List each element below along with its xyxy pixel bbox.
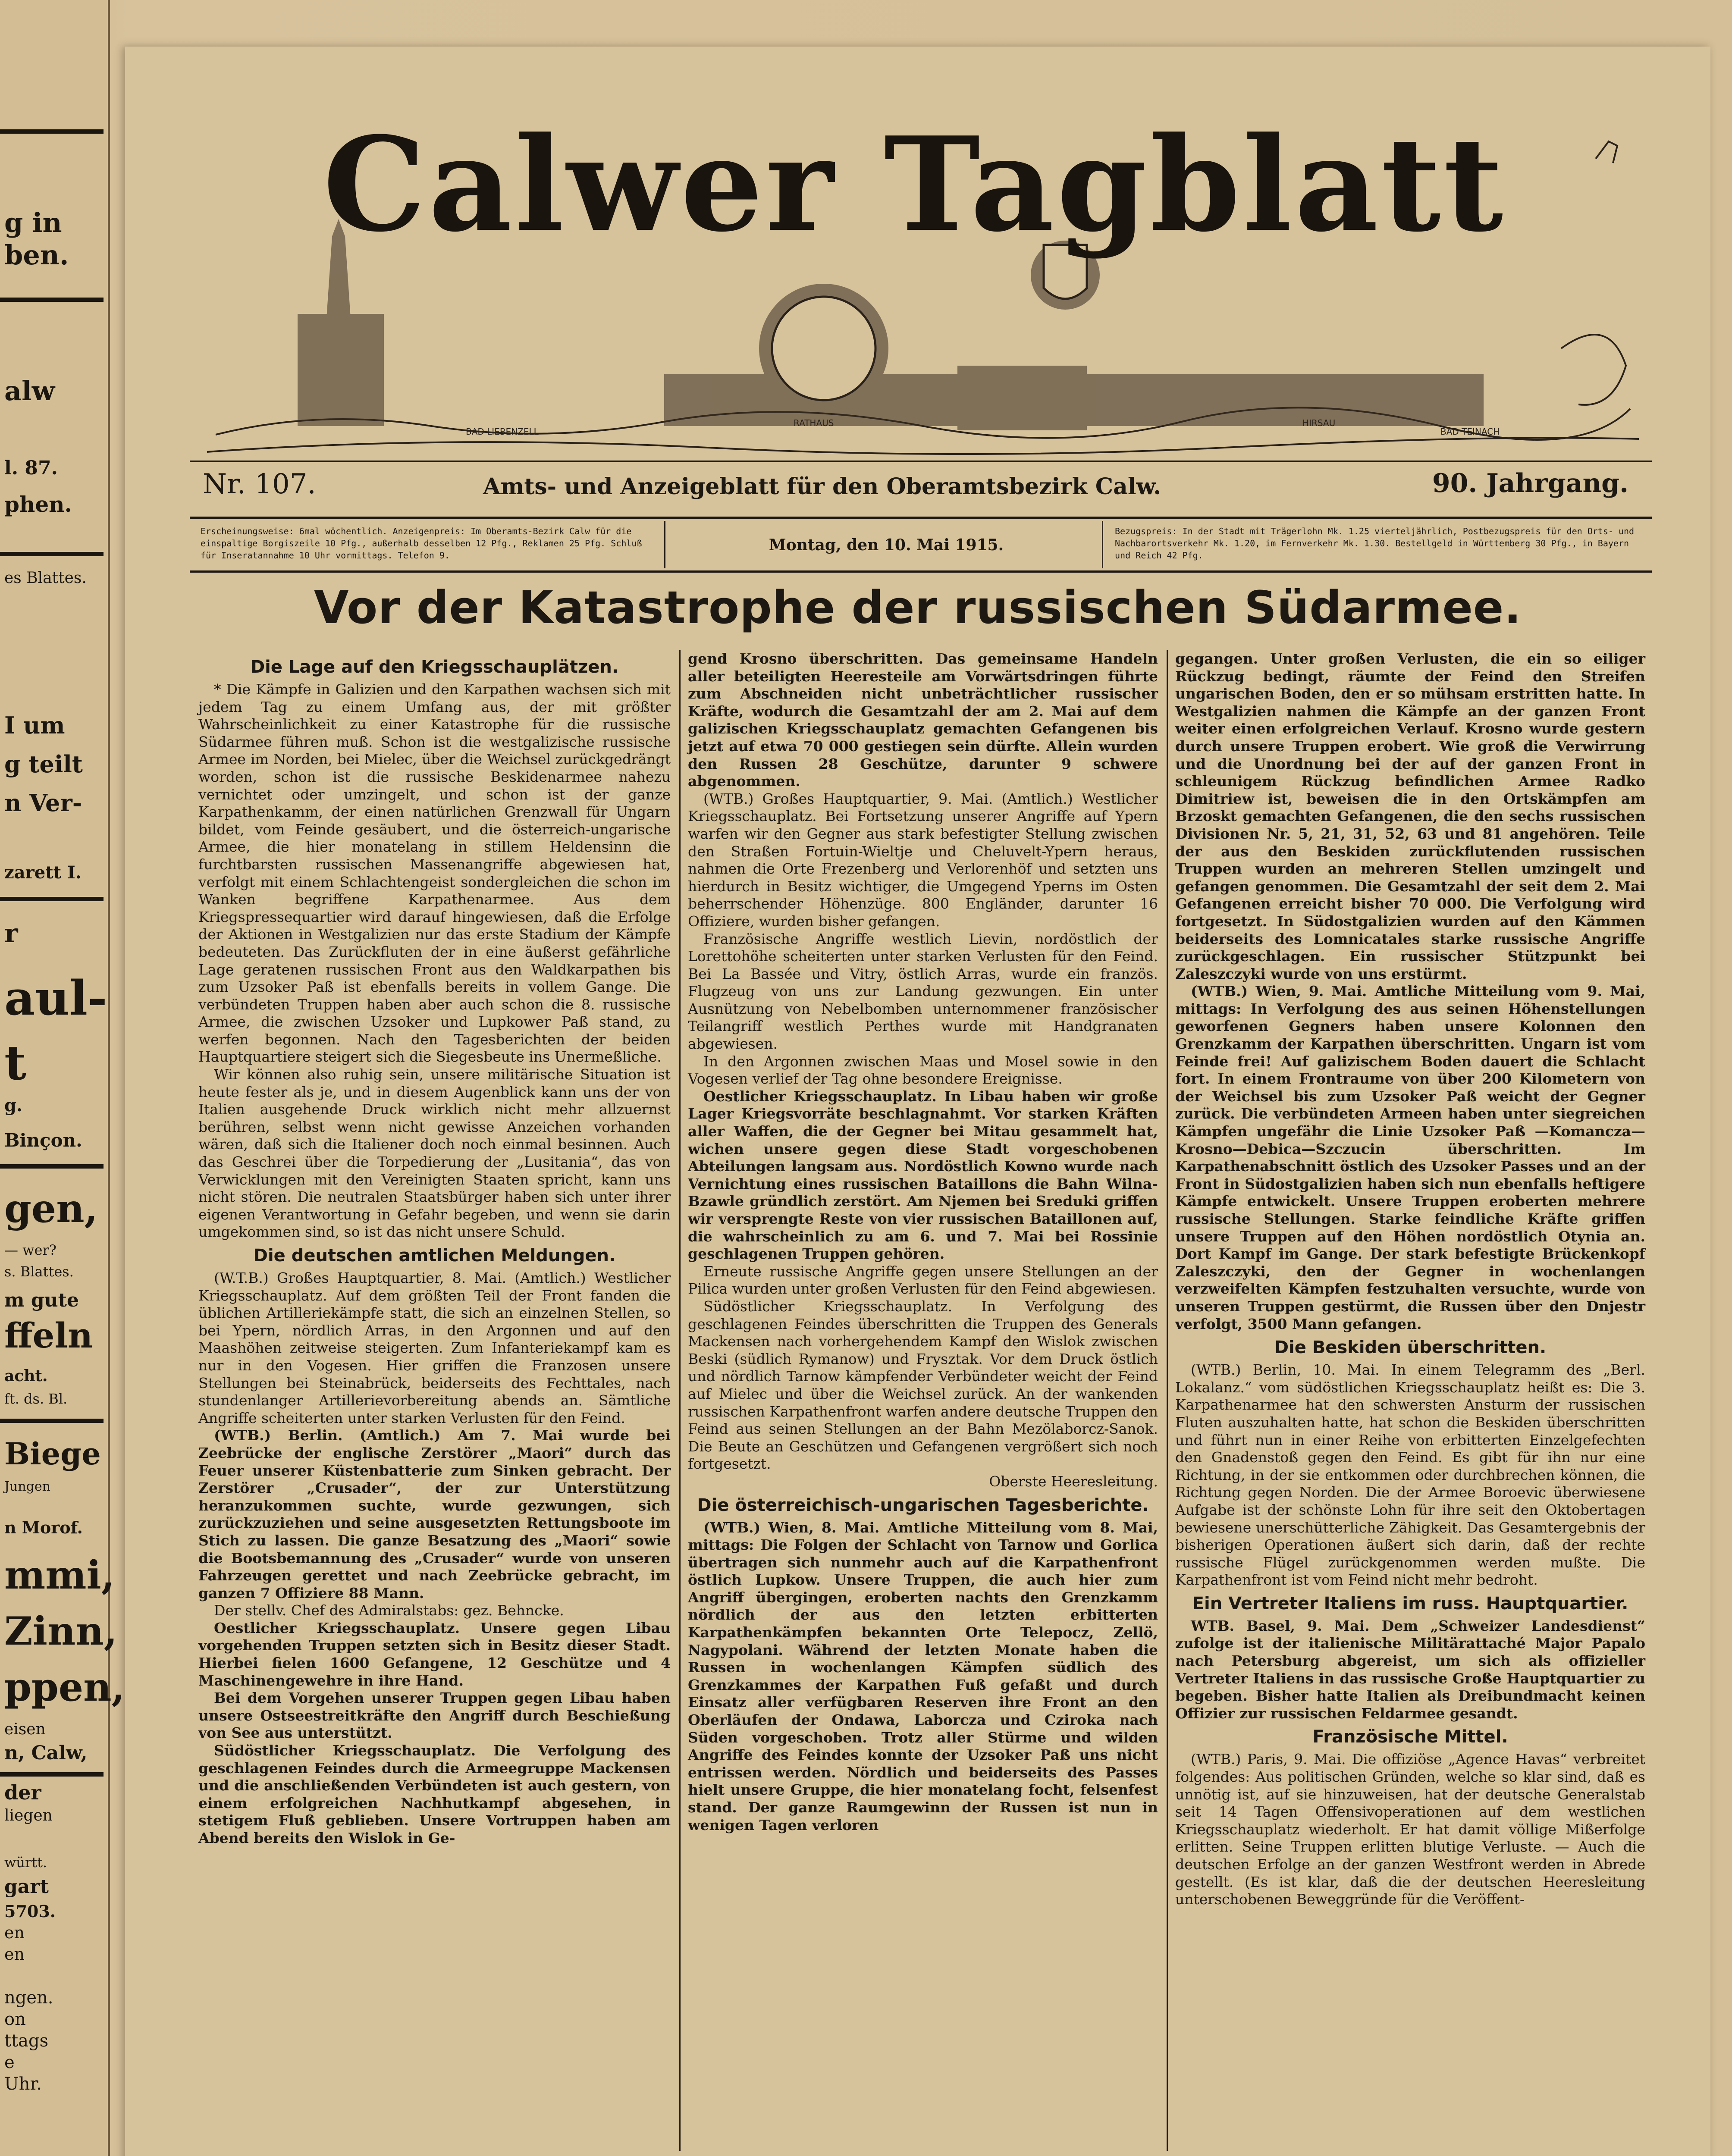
fragment: — wer? [4,1242,56,1258]
year-volume: 90. Jahrgang. [1432,468,1628,498]
fragment: Biege [4,1436,101,1472]
paragraph: Der stellv. Chef des Admiralstabs: gez. Behncke. [214,1602,564,1619]
fragment: aul- [4,970,107,1026]
newspaper-page [125,47,1710,2156]
svg-text:RATHAUS: RATHAUS [794,418,834,428]
divider [0,897,104,901]
paragraph: Oestlicher Kriegsschauplatz. In Libau haben wir große Lager Kriegsvorräte beschlagnahmt. Vor starken Kräften aller Waffen, die der Gegner bei Mitau gesammelt hat, wichen unsere gegen diese Stadt vorgeschobenen Abteilungen langsam aus. Nordöstlich Kowno wurde nach Vernichtung eines russischen Bataillons die Bahn Wilna-Bzawle gründlich zerstört. Am Njemen bei Sreduki griffen wir versprengte Reste von vier russischen Bataillonen auf, die wahrscheinlich zu am 6. und 7. Mai bei Rossinie geschlagenen Truppen gehören. [688,1087,1158,1263]
paragraph: Französische Angriffe westlich Lievin, nordöstlich der Lorettohöhe scheiterten unter starken Verlusten für den Feind. Bei La Bassée und Vitry, östlich Arras, wurde ein französ. Flugzeug von uns zur Landung gezwungen. Ein unter Ausnützung von Nebelbomben unternommener französischer Teilangriff westlich Perthes wurde mit Handgranaten abgewiesen. [688,930,1158,1053]
issue-number: Nr. 107. [203,468,316,500]
masthead-subtitle: Amts- und Anzeigeblatt für den Oberamtsbezirk Calw. [483,473,1161,500]
divider [0,1772,104,1777]
section-heading: Die österreichisch-ungarischen Tagesberichte. [697,1495,1149,1515]
info-left: Erscheinungsweise: 6mal wöchentlich. Anzeigenpreis: Im Oberamts-Bezirk Calw für die einspaltige Borgiszeile 10 Pfg., außerhalb desselben 12 Pfg., Reklamen 25 Pfg. Schluß für Inseratannahme 10 Uhr vormittags. Telefon 9. [201,526,642,561]
fragment: Zinn, [4,1608,118,1654]
paragraph: Südöstlicher Kriegsschauplatz. In Verfolgung des geschlagenen Feindes überschritten die Truppen des Generals Mackensen nach vorhergehendem Kampf den Wislok zwischen Beski (südlich Rymanow) und Frysztak. Vor dem Druck östlich und nördlich Tarnow kämpfender Verbündeter weicht der Feind auf Mielec und über die Weichsel zurück. An der wankenden russischen Karpathenfront warfen andere deutsche Truppen den Feind aus seinen Stellungen an der Bahn Mezölaborcz-Sanok. Die Beute an Geschützen und Gefangenen vergrößert sich noch fortgesetzt. [688,1297,1158,1473]
fragment: gart [4,1876,49,1898]
fragment: g teilt [4,750,83,778]
paragraph: Oestlicher Kriegsschauplatz. Unsere gegen Libau vorgehenden Truppen setzten sich in Besitz dieser Stadt. Hierbei fielen 1600 Gefangene, 12 Geschütze und 4 Maschinengewehre in ihre Hand. [198,1619,671,1689]
fragment: s. Blattes. [4,1263,74,1280]
column-2 [688,650,1158,2156]
fragment: acht. [4,1367,48,1385]
fragment: mmi, [4,1552,115,1598]
svg-text:HIRSAU: HIRSAU [1302,418,1336,428]
paragraph: Erneute russische Angriffe gegen unsere Stellungen an der Pilica wurden unter großen Verlusten für den Feind abgewiesen. [688,1263,1158,1297]
column-3 [1175,650,1645,2156]
paragraph: (WTB.) Paris, 9. Mai. Die offiziöse „Agence Havas“ verbreitet folgendes: Aus politischen Gründen, welche so klar sind, daß es unnötig ist, auf sie hinzuweisen, hat der deutsche Generalstab seit 14 Tagen Offensivoperationen auf dem westlichen Kriegsschauplatz wiederholt. Er hat damit völlige Mißerfolge erlitten. Seine Truppen erlitten blutige Verluste. — Auch die deutschen Erfolge an der ganzen Westfront werden in Abrede gestellt. (Es ist klar, daß die der deutschen Heeresleitung unterschobenen Beweggründe für die Veröffent- [1175,1751,1645,1908]
column-1 [198,652,671,2156]
fragment: t [4,1035,26,1091]
fragment: gen, [4,1186,98,1232]
fragment: ppen, [4,1664,125,1710]
fragment: Binçon. [4,1130,82,1151]
divider [190,570,1652,573]
paragraph: (WTB.) Wien, 9. Mai. Amtliche Mitteilung vom 9. Mai, mittags: In Verfolgung des aus seinen Höhenstellungen geworfenen Gegners haben unsere Kolonnen den Grenzkamm der Karpathen überschritten. Ungarn ist vom Feinde frei! Auf galizischem Boden dauert die Schlacht fort. In einem Frontraume von über 200 Kilometern von der Weichsel bis zum Uzsoker Paß weicht der Gegner zurück. Die verbündeten Armeen haben unter siegreichen Kämpfen ungefähr die Linie Uzsoker Paß —Komancza—Krosno—Debica—Szczucin überschritten. Im Karpathenabschnitt östlich des Uzsoker Passes und an der Front in Südostgalizien haben sich nun ebenfalls heftigere Kämpfe entwickelt. Unsere Truppen eroberten mehrere russische Stellungen. Starke feindliche Kräfte griffen unsere Truppen auf den Höhen nordöstlich Otynia an. Dort Kampf im Gange. Der stark befestigte Brückenkopf Zaleszczyki, den der Gegner in wochenlangen verzweifelten Kämpfen festzuhalten versuchte, wurde von unseren Truppen gestürmt, die Russen über den Dnjestr verfolgt, 3500 Mann gefangen. [1175,983,1645,1332]
section-heading: Die Beskiden überschritten. [1274,1338,1547,1358]
divider [0,298,104,302]
section-heading: Ein Vertreter Italiens im russ. Hauptquartier. [1192,1593,1628,1614]
divider [0,1164,104,1169]
paragraph: WTB. Basel, 9. Mai. Dem „Schweizer Landesdienst“ zufolge ist der italienische Militärattaché Major Papalo nach Petersburg abgereist, um sich als offizieller Vertreter Italiens in das russische Große Hauptquartier zu begeben. Bisher hatte Italien als Dreibundmacht keinen Offizier zur russischen Feldarmee gesandt. [1175,1617,1645,1722]
paragraph: (WTB.) Wien, 8. Mai. Amtliche Mitteilung vom 8. Mai, mittags: Die Folgen der Schlacht von Tarnow und Gorlica übertragen sich nunmehr auch auf die Karpathenfront östlich Lupkow. Unsere Truppen, die auch hier zum Angriff übergingen, eroberten nachts den Grenzkamm nördlich der aus den letzten erbitterten Karpathenkämpfen bekannten Orte Telepocz, Zellö, Nagypolani. Während der letzten Monate haben die Russen in wochenlangen Kämpfen südlich des Grenzkammes der Karpathen Fuß gefaßt und durch Einsatz aller verfügbaren Reserven ihre Front an den Oberläufen der Ondawa, Laborcza und Cziroka nach Süden vorgeschoben. Trotz aller Stürme und wilden Angriffe des Feindes konnte der Uzsoker Paß uns nicht entrissen werden. Nördlich und beiderseits des Passes hielt unsere Gruppe, die hier monatelang focht, felsenfest stand. Der ganze Raumgewinn der Russen ist nun in wenigen Tagen verloren [688,1519,1158,1833]
fragment: ttags [4,2031,49,2051]
fragment: Uhr. [4,2074,42,2094]
svg-text:BAD TEINACH: BAD TEINACH [1440,426,1500,437]
fragment: phen. [4,492,72,517]
column-rule [679,650,681,2151]
fragment: I um [4,711,65,739]
divider [0,552,104,556]
previous-page-strip [0,0,125,2156]
paragraph: (W.T.B.) Großes Hauptquartier, 8. Mai. (Amtlich.) Westlicher Kriegsschauplatz. Auf dem größten Teil der Front fanden die üblichen Artilleriekämpfe statt, die sich an einzelnen Stellen, so bei Ypern, nördlich Arras, in den Argonnen und auf den Maashöhen zeitweise steigerten. Zum Infanteriekampf kam es nur in den Vogesen. Hier griffen die Franzosen unsere Stellungen bei Steinabrück, beiderseits des Fechttales, nach stundenlanger Artillerievorbereitung abends an. Sämtliche Angriffe scheiterten unter starken Verlusten für den Feind. [198,1269,671,1426]
fragment: ft. ds. Bl. [4,1391,68,1407]
fragment: 5703. [4,1902,56,1921]
paragraph: (WTB.) Großes Hauptquartier, 9. Mai. (Amtlich.) Westlicher Kriegsschauplatz. Bei Fortsetzung unserer Angriffe auf Ypern warfen wir den Gegner aus stark befestigter Stellung zwischen den Straßen Fortuin-Wieltje und Cheluvelt-Ypern heraus, nahmen die Orte Frezenberg und Verlorenhöf und setzten uns hierdurch in Besitz wichtiger, die Umgegend Yperns im Osten beherrschender Höhenzüge. 800 Engländer, darunter 16 Offiziere, wurden bisher gefangen. [688,790,1158,930]
paragraph: Wir können also ruhig sein, unsere militärische Situation ist heute fester als je, und in diesem Augenblick kann uns der von Italien ausgehende Druck wirklich nicht mehr allzuernst berühren, selbst wenn nicht gewisse Anzeichen vorhanden wären, daß sich die Italiener doch noch einmal besinnen. Auch das Geschrei über die Torpedierung der „Lusitania“, das von Verwicklungen mit den Vereinigten Staaten spricht, kann uns nicht stören. Die neutralen Staatsbürger haben sich unter ihrer eigenen Verantwortung in Gefahr begeben, und wenn sie darin umgekommen sind, so ist das nicht unsere Schuld. [198,1066,671,1241]
fragment: württ. [4,1854,47,1871]
fragment: en [4,1923,25,1942]
divider [664,521,665,568]
section-heading: Die deutschen amtlichen Meldungen. [253,1246,616,1266]
fragment: Jungen [4,1479,50,1494]
fragment: ben. [4,239,69,271]
fragment: ngen. [4,1988,53,2008]
fragment: alw [4,375,55,407]
masthead-title: Calwer Tagblatt [323,108,1506,260]
fragment: m gute [4,1289,79,1311]
divider [0,129,104,134]
fragment: der [4,1781,41,1804]
paragraph: (WTB.) Berlin. (Amtlich.) Am 7. Mai wurde bei Zeebrücke der englische Zerstörer „Maori“ durch das Feuer unserer Küstenbatterie zum Sinken gebracht. Der Zerstörer „Crusader“, der zur Unterstützung heranzukommen suchte, wurde gezwungen, sich zurückzuziehen und seine ausgesetzten Rettungsboote im Stich zu lassen. Die ganze Besatzung des „Maori“ sowie die Bootsbemannung des „Crusader“ wurde von unseren Fahrzeugen gerettet und nach Zeebrücke gebracht, im ganzen 7 Offiziere 88 Mann. [198,1427,671,1601]
fragment: n Ver- [4,789,82,817]
fragment: r [4,918,18,949]
paragraph: Südöstlicher Kriegsschauplatz. Die Verfolgung des geschlagenen Feindes durch die Armeegruppe Mackensen und die anschließenden Verbündeten ist auch gestern, von einem erfolgreichen Nachhutkampf abgesehen, in stetigem Fluß geblieben. Unsere Vortruppen haben am Abend bereits den Wislok in Ge- [198,1742,671,1846]
fragment: es Blattes. [4,569,87,587]
fragment: n, Calw, [4,1742,88,1764]
fragment: e [4,2053,15,2072]
fragment: ffeln [4,1315,93,1356]
info-right: Bezugspreis: In der Stadt mit Trägerlohn Mk. 1.25 vierteljährlich, Postbezugspreis für den Orts- und Nachbarortsverkehr Mk. 1.20, im Fernverkehr Mk. 1.30. Bestellgeld in Württemberg 30 Pfg., in Bayern und Reich 42 Pfg. [1115,526,1635,561]
issue-date: Montag, den 10. Mai 1915. [769,536,1004,554]
paragraph: gegangen. Unter großen Verlusten, die ein so eiliger Rückzug bedingt, räumte der Feind den Streifen ungarischen Boden, den er so mühsam erstritten hatte. In Westgalizien nahmen die Kämpfe an der ganzen Front weiter einen erfolgreichen Verlauf. Krosno wurde gestern durch unsere Truppen erobert. Wie groß die Verwirrung und die Unordnung bei der auf der ganzen Front in schleunigem Rückzug befindlichen Armee Radko Dimitriew ist, beweisen die in den Ortskämpfen am Brzoskt gemachten Gefangenen, die den sechs russischen Divisionen Nr. 5, 21, 31, 52, 63 und 81 angehören. Teile der aus den Beskiden zurückflutenden russischen Truppen wurden an mehreren Stellen umzingelt und gefangen genommen. Die Gesamtzahl der seit dem 2. Mai Gefangenen erreicht bisher 70 000. Die Verfolgung wird fortgesetzt. In Südostgalizien wurden auf den Kämmen beiderseits des Lomnicatales starke russische Angriffe zurückgeschlagen. Ein russischer Stützpunkt bei Zaleszczyki wurde von uns erstürmt. [1175,650,1645,982]
fragment: g in [4,207,62,238]
divider [1102,521,1103,568]
divider [190,461,1652,462]
fragment: n Morof. [4,1518,83,1537]
divider [0,1419,104,1423]
divider [190,517,1652,519]
column-rule [1167,650,1168,2151]
fragment: eisen [4,1720,46,1738]
paragraph: gend Krosno überschritten. Das gemeinsame Handeln aller beteiligten Heeresteile am Vorwärtsdringen führte zum Abschneiden nicht unbeträchtlicher russischer Kräfte, wodurch die Gesamtzahl der am 2. Mai auf dem galizischen Kriegsschauplatz gemachten Gefangenen bis jetzt auf etwa 70 000 gestiegen sein dürfte. Allein wurden den Russen 28 Geschütze, darunter 9 schwere abgenommen. [688,650,1158,790]
fragment: g. [4,1095,22,1116]
paragraph: Bei dem Vorgehen unserer Truppen gegen Libau haben unsere Ostseestreitkräfte den Angriff durch Beschießung von See aus unterstützt. [198,1689,671,1742]
fragment: liegen [4,1807,53,1824]
section-heading: Französische Mittel. [1312,1727,1508,1747]
paragraph: In den Argonnen zwischen Maas und Mosel sowie in den Vogesen verlief der Tag ohne besondere Ereignisse. [688,1053,1158,1087]
paragraph: * Die Kämpfe in Galizien und den Karpathen wachsen sich mit jedem Tag zu einem Umfang aus, der mit größter Wahrscheinlichkeit zu einer Katastrophe für die russische Südarmee führen muß. Schon ist die westgalizische russische Armee im Norden, bei Mielec, über die Weichsel zurückgedrängt worden, schon ist die russische Beskidenarmee nahezu vernichtet oder umzingelt, und schon ist der ganze Karpathenkamm, der einen natürlichen Grenzwall für Ungarn bildet, vom Feinde gesäubert, und die österreich-ungarische Armee, die hier monatelang in stillem Heldensinn die furchtbarsten russischen Massenangriffe abgewiesen hat, verfolgt mit einem Schlachtengeist sondergleichen die schon im Wanken begriffene Karpathenarmee. Aus dem Kriegspressequartier wird darauf hingewiesen, daß die Erfolge der Aktionen in Westgalizien nur das erste Stadium der Kämpfe bedeuteten. Das Zurückfluten der in eine äußerst gefährliche Lage geratenen russischen Front aus den Waldkarpathen bis zum Uzsoker Paß ist ebenfalls bereits in vollem Gange. Die verbündeten Truppen haben aber auch schon die 8. russische Armee, die zwischen Uzsoker und Lupkower Paß stand, zu werfen begonnen. Nach den Tagesberichten der beiden Hauptquartiere steigert sich die Siegesbeute ins Unermeßliche. [198,681,671,1065]
fragment: l. 87. [4,457,58,479]
section-heading: Die Lage auf den Kriegsschauplätzen. [250,657,619,677]
svg-text:BAD LIEBENZELL: BAD LIEBENZELL [466,426,539,437]
paragraph: (WTB.) Berlin, 10. Mai. In einem Telegramm des „Berl. Lokalanz.“ vom südöstlichen Kriegsschauplatz heißt es: Die 3. Karpathenarmee hat den schwersten Ansturm der russischen Fluten auszuhalten hatte, hat schon die Beskiden überschritten und führt nun in einer Reihe von erbitterten Einzelgefechten den Gnadenstoß gegen den Feind. Es gibt für ihn nur eine Richtung, in der sie entkommen oder durchbrechen können, die Richtung gegen Norden. Die der Armee Boroevic überwiesene Aufgabe ist der schönste Lohn für ihre seit den Oktobertagen bewiesene unerschütterliche Zähigkeit. Das Gesamtergebnis der bisherigen Operationen äußert sich darin, daß der rechte russische Flügel zurückgenommen werden mußte. Die Karpathenfront ist vom Feind nicht mehr bedroht. [1175,1361,1645,1589]
main-headline: Vor der Katastrophe der russischen Südarmee. [314,581,1522,634]
fragment: en [4,1945,25,1964]
fragment: zarett I. [4,862,82,883]
signature: Oberste Heeresleitung. [989,1473,1158,1490]
fragment: on [4,2009,26,2029]
